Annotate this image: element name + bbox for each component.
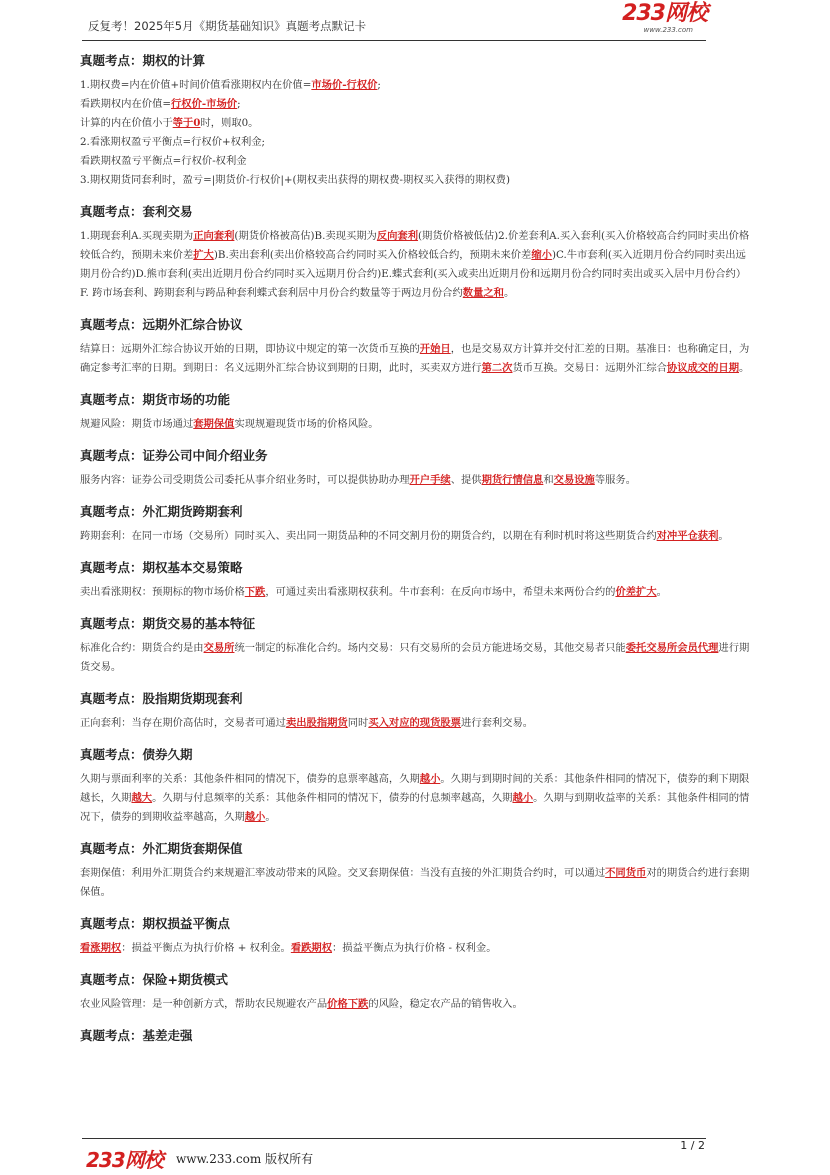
body-text: 。: [656, 586, 667, 598]
footer-logo: 233网校: [86, 1148, 163, 1172]
section-paragraph: [80, 639, 752, 677]
body-text: 进行套利交易。: [460, 717, 534, 729]
section-paragraph: [80, 152, 752, 171]
section: [80, 503, 752, 546]
section-title: 真题考点：期货市场的功能: [80, 392, 231, 407]
body-text: 和: [543, 474, 554, 486]
key-term: 开户手续: [409, 474, 451, 486]
body-text: 同时: [347, 717, 369, 729]
header-divider: [82, 40, 706, 41]
body-text: 。: [718, 530, 729, 542]
body-text: 农业风险管理：是一种创新方式，帮助农民规避农产品: [80, 998, 328, 1010]
section-paragraph: [80, 714, 752, 733]
section-title: 真题考点：期权损益平衡点: [80, 916, 231, 931]
section-paragraph: [80, 76, 752, 95]
key-term: 期货行情信息: [481, 474, 544, 486]
key-term: 看涨期权: [80, 942, 122, 954]
key-term: 越小: [419, 773, 441, 785]
document-body: [80, 52, 752, 1058]
section: [80, 52, 752, 190]
body-text: ，可通过卖出看涨期权获利。牛市套利：在反向市场中，希望未来两份合约的: [265, 586, 616, 598]
section-paragraph: [80, 114, 752, 133]
key-term: 下跌: [244, 586, 266, 598]
body-text: 实现规避现货市场的价格风险。: [234, 418, 379, 430]
section: [80, 316, 752, 378]
section-paragraph: [80, 340, 752, 378]
key-term: 缩小: [531, 249, 552, 261]
section: [80, 690, 752, 733]
key-term: 扩大: [193, 249, 214, 261]
section-paragraph: [80, 95, 752, 114]
body-text: 、提供: [450, 474, 482, 486]
body-text: 统一制定的标准化合约。场内交易：只有交易所的会员方能进场交易，其他交易者只能: [234, 642, 626, 654]
body-text: 等服务。: [594, 474, 637, 486]
key-term: 数量之和: [462, 287, 504, 299]
body-text: 套期保值：利用外汇期货合约来规避汇率波动带来的风险。交叉套期保值：当没有直接的外汇期货合约时，可以通过: [80, 867, 606, 879]
section: [80, 615, 752, 677]
key-term: 越大: [131, 792, 153, 804]
section-paragraph: [80, 939, 752, 958]
body-text: ;: [237, 98, 241, 110]
section-title: 真题考点：股指期货期现套利: [80, 691, 243, 706]
body-text: 对的期货合约进行套期保值。: [80, 867, 750, 898]
section: [80, 1027, 752, 1045]
body-text: 服务内容：证券公司受期货公司委托从事介绍业务时，可以提供协助办理: [80, 474, 410, 486]
body-text: 1.期权费=内在价值+时间价值看涨期权内在价值=: [80, 79, 312, 91]
section-title: 真题考点：远期外汇综合协议: [80, 317, 243, 332]
body-text: 3.期权期货同套利时，盈亏=|期货价-行权价|+(期权卖出获得的期权费-期权买入获得的期权费): [80, 174, 510, 186]
body-text: 久期与票面利率的关系：其他条件相同的情况下，债券的息票率越高，久期: [80, 773, 420, 785]
section-title: 真题考点：保险+期货模式: [80, 972, 228, 987]
key-term: 交易所: [203, 642, 235, 654]
section-title: 真题考点：期权的计算: [80, 53, 206, 68]
section-paragraph: [80, 133, 752, 152]
section-paragraph: [80, 227, 752, 303]
key-term: 买入对应的现货股票: [368, 717, 461, 729]
section-title: 真题考点：债券久期: [80, 747, 193, 762]
body-text: 1.期现套利A.买现卖期为: [80, 230, 194, 242]
key-term: 第二次: [481, 362, 513, 374]
section: [80, 971, 752, 1014]
key-term: 正向套利: [193, 230, 235, 242]
body-text: 。: [739, 362, 750, 374]
logo-url: www.233.com: [643, 26, 693, 34]
body-text: 。: [503, 287, 515, 299]
key-term: 行权价-市场价: [171, 98, 238, 110]
body-text: 货币互换。交易日：远期外汇综合: [512, 362, 667, 374]
body-text: ：损益平衡点为执行价格 + 权利金。: [121, 942, 291, 954]
key-term: 对冲平仓获利: [656, 530, 719, 542]
section-paragraph: [80, 471, 752, 490]
section: [80, 447, 752, 490]
body-text: ;: [377, 79, 381, 91]
section-paragraph: [80, 864, 752, 902]
section: [80, 391, 752, 434]
body-text: 结算日：远期外汇综合协议开始的日期，即协议中规定的第一次货币互换的: [80, 343, 420, 355]
section-paragraph: [80, 415, 752, 434]
section-title: 真题考点：外汇期货跨期套利: [80, 504, 243, 519]
key-term: 交易设施: [553, 474, 595, 486]
body-text: ：损益平衡点为执行价格 - 权利金。: [332, 942, 497, 954]
page-header: [88, 1, 707, 40]
body-text: 看跌期权盈亏平衡点=行权价-权利金: [80, 155, 247, 167]
section: [80, 746, 752, 827]
body-text: 2.看涨期权盈亏平衡点=行权价+权利金;: [80, 136, 266, 148]
body-text: (期货价格被低估)2.价差套利A.买入套利(买入价格较高合约同时卖出价格较低合约，预期未来价差: [80, 230, 750, 261]
key-term: 市场价-行权价: [311, 79, 378, 91]
key-term: 价差扩大: [615, 586, 657, 598]
body-text: (期货价格被高估)B.卖现买期为: [234, 230, 377, 242]
section-title: 真题考点：期货交易的基本特征: [80, 616, 256, 631]
footer-copyright: www.233.com 版权所有: [176, 1152, 314, 1166]
section: [80, 840, 752, 902]
section-title: 真题考点：外汇期货套期保值: [80, 841, 243, 856]
body-text: 跨期套利：在同一市场（交易所）同时买入、卖出同一期货品种的不同交割月份的期货合约，以期在有利时机时将这些期货合约: [80, 530, 657, 542]
section: [80, 559, 752, 602]
brand-logo: [622, 2, 707, 34]
key-term: 委托交易所会员代理: [625, 642, 719, 654]
key-term: 等于0: [172, 117, 201, 129]
section: [80, 915, 752, 958]
section-title: 真题考点：基差走强: [80, 1028, 193, 1043]
key-term: 开始日: [419, 343, 451, 355]
section-title: 真题考点：证券公司中间介绍业务: [80, 448, 268, 463]
key-term: 套期保值: [193, 418, 235, 430]
section-paragraph: [80, 770, 752, 827]
key-term: 价格下跌: [327, 998, 369, 1010]
key-term: 反向套利: [376, 230, 419, 242]
key-term: 越小: [244, 811, 266, 823]
body-text: 卖出看涨期权：预期标的物市场价格: [80, 586, 245, 598]
footer-divider: [82, 1138, 706, 1139]
body-text: 时，则取0。: [200, 117, 259, 129]
section-title: 真题考点：套利交易: [80, 204, 193, 219]
key-term: 越小: [512, 792, 534, 804]
section-paragraph: [80, 583, 752, 602]
key-term: 不同货币: [605, 867, 647, 879]
key-term: 看跌期权: [290, 942, 333, 954]
body-text: )C.牛市套利(买入近期月份合约同时卖出远期月份合约)D.熊市套利(卖出近期月份合约同时买入远期月份合约)E.蝶式套利(买入或卖出近期月份和远期月份合约同时卖出或买入居中月份合约）F. 跨市场套利、跨期套利与跨品种套利蝶式套利居中月份合约数量等于两边月份合约: [80, 249, 747, 299]
document-title: 反复考！2025年5月《期货基础知识》真题考点默记卡: [88, 19, 367, 33]
body-text: 进行期货交易。: [80, 642, 750, 673]
key-term: 协议成交的日期: [666, 362, 739, 374]
section-paragraph: [80, 995, 752, 1014]
body-text: )B.卖出套利(卖出价格较高合约同时买入价格较低合约，预期未来价差: [213, 249, 532, 261]
body-text: 。久期与付息频率的关系：其他条件相同的情况下，债券的付息频率越高，久期: [152, 792, 513, 804]
body-text: 的风险，稳定农产品的销售收入。: [368, 998, 523, 1010]
body-text: 。久期与到期时间的关系：其他条件相同的情况下，债券的剩下期限越长，久期: [80, 773, 750, 804]
body-text: 。久期与到期收益率的关系：其他条件相同的情况下，债券的到期收益率越高，久期: [80, 792, 750, 823]
body-text: 。: [265, 811, 276, 823]
key-term: 卖出股指期货: [285, 717, 348, 729]
section-paragraph: [80, 527, 752, 546]
logo-text: 233网校: [622, 1, 707, 26]
body-text: ，也是交易双方计算并交付汇差的日期。基准日：也称确定日，为确定参考汇率的日期。到期日：名义远期外汇综合协议到期的日期，此时，买卖双方进行: [80, 343, 750, 374]
section-title: 真题考点：期权基本交易策略: [80, 560, 243, 575]
section-paragraph: [80, 171, 752, 190]
page-number: 1 / 2: [680, 1139, 705, 1152]
body-text: 正向套利：当存在期价高估时，交易者可通过: [80, 717, 286, 729]
body-text: 规避风险：期货市场通过: [80, 418, 194, 430]
section: [80, 203, 752, 303]
body-text: 看跌期权内在价值=: [80, 98, 172, 110]
body-text: 标准化合约：期货合约是由: [80, 642, 204, 654]
body-text: 计算的内在价值小于: [80, 117, 173, 129]
